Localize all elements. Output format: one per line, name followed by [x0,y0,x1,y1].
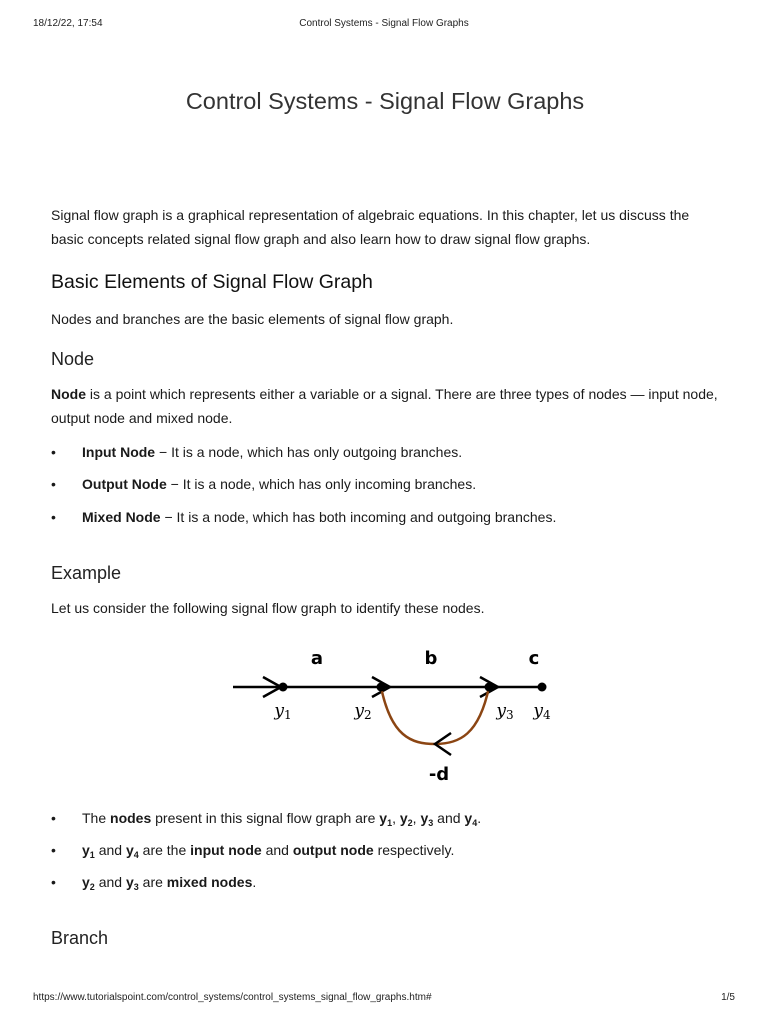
list-item: • $y_2$ and $y_3$ are mixed nodes. [51,874,257,892]
input-node-term: Input Node [82,444,156,460]
mixed-node-term: Mixed Node [82,509,161,525]
node-subscript: 3 [505,708,514,722]
y1-ref: $y_1$ [82,842,95,860]
gain-b-label: b [424,648,438,669]
mixed-nodes-term: mixed nodes [166,874,253,890]
node-term: Node [51,386,86,402]
input-node-term: input node [190,842,262,858]
print-footer [33,992,735,1006]
node-heading: Node [51,349,95,369]
node-y1 [279,683,288,692]
bullet: • [51,842,56,858]
branch-heading: Branch [51,928,109,948]
node-label-y4: y4 [533,701,551,722]
input-node-desc: − It is a node, which has only outgoing branches. [155,444,463,460]
signal-flow-graph-diagram [221,640,561,790]
list-item: • The nodes present in this signal flow graph are $y_1$, $y_2$, $y_3$ and $y_4$. [51,810,482,828]
node-label-y3: y3 [496,701,514,722]
print-header [33,18,735,32]
intro-paragraph: Signal flow graph is a graphical representation of algebraic equations. In this chapter, let us discuss the basic concepts related signal flow graph and also learn how to draw signal flow graphs. [51,207,690,247]
feedback-gain-label: -d [428,764,450,785]
output-node-term: output node [292,842,374,858]
y2-ref: $y_2$ [399,810,413,828]
gain-a-label: a [310,648,324,669]
node-definition: is a point which represents either a variable or a signal. There are three types of nodes — input node, output node and mixed node. [51,386,718,426]
list-item [51,507,719,527]
feedback-branch [381,687,489,744]
output-node-desc: − It is a node, which has only incoming branches. [166,476,477,492]
mixed-node-desc: − It is a node, which has both incoming and outgoing branches. [160,509,557,525]
y2-ref: $y_2$ [82,874,95,892]
node-subscript: 1 [283,708,292,722]
page-title: Control Systems - Signal Flow Graphs [185,88,585,114]
print-page-title: Control Systems - Signal Flow Graphs [299,18,469,29]
y3-ref: $y_3$ [420,810,434,828]
bullet: • [51,509,56,525]
example-heading: Example [51,563,122,583]
node-label-y1: y1 [274,701,292,722]
text: present in this signal flow graph are [151,810,380,826]
y1-ref: $y_1$ [379,810,393,828]
y4-ref: $y_4$ [125,842,139,860]
print-date: 18/12/22, 17:54 [33,18,103,29]
node-label-y2: y2 [354,701,372,722]
node-subscript: 4 [542,708,551,722]
node-y4-dot [538,683,547,692]
y3-ref: $y_3$ [125,874,139,892]
output-node-term: Output Node [82,476,167,492]
bullet: • [51,476,56,492]
basic-elements-text: Nodes and branches are the basic elements of signal flow graph. [51,311,454,327]
example-paragraph: Let us consider the following signal flow graph to identify these nodes. [51,600,485,616]
text: The [82,810,111,826]
bullet: • [51,444,56,460]
node-subscript: 2 [363,708,372,722]
page-url-link[interactable]: https://www.tutorialspoint.com/control_systems/control_systems_signal_flow_graphs.htm# [33,992,432,1003]
y4-ref: $y_4$ [464,810,478,828]
node-y3 [485,683,494,692]
gain-c-label: c [528,648,540,669]
page-number: 1/5 [721,992,735,1003]
node-y2 [377,683,386,692]
bullet: • [51,874,56,890]
basic-elements-heading: Basic Elements of Signal Flow Graph [51,271,373,293]
node-paragraph [51,382,719,430]
list-item: • $y_1$ and $y_4$ are the input node and output node respectively. [51,842,455,860]
list-item [51,474,719,494]
list-item [51,442,719,462]
nodes-term: nodes [110,810,152,826]
bullet: • [51,810,56,826]
